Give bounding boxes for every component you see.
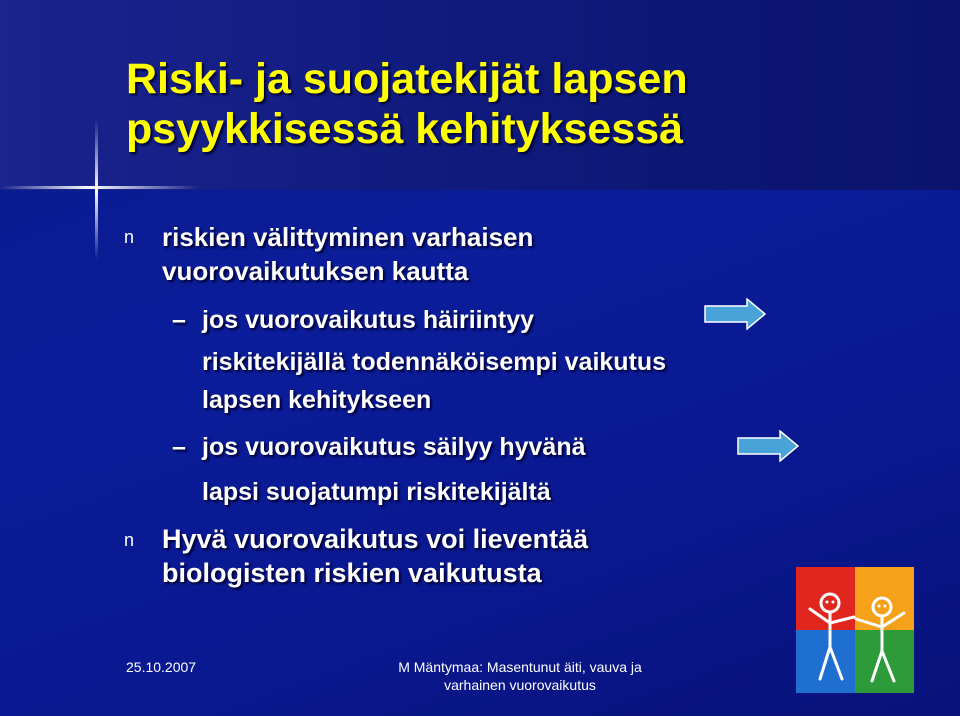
bullet-1-line-2: vuorovaikutuksen kautta bbox=[162, 256, 469, 286]
bullet-2 bbox=[162, 522, 588, 590]
decorative-horizontal-line bbox=[0, 186, 200, 189]
footer-author-line-1: M Mäntymaa: Masentunut äiti, vauva ja bbox=[398, 659, 642, 675]
right-arrow-icon bbox=[703, 298, 767, 330]
footer-author-line-2: varhainen vuorovaikutus bbox=[444, 677, 596, 693]
bullet-2-line-2: biologisten riskien vaikutusta bbox=[162, 558, 542, 588]
bullet-marker-1: n bbox=[124, 227, 135, 247]
footer-date: 25.10.2007 bbox=[126, 659, 197, 675]
decorative-vertical-line bbox=[95, 120, 98, 260]
sub-bullet-2-continuation: lapsi suojatumpi riskitekijältä bbox=[202, 478, 551, 506]
title-line-2: psyykkisessä kehityksessä bbox=[126, 105, 684, 153]
children-logo bbox=[796, 567, 914, 693]
bullet-marker-2: n bbox=[124, 530, 135, 550]
slide-title bbox=[126, 54, 926, 154]
bullet-1 bbox=[162, 220, 533, 288]
title-line-1: Riski- ja suojatekijät lapsen bbox=[126, 55, 688, 103]
footer-author bbox=[390, 658, 650, 694]
sub-bullet-1-cont-line-1: riskitekijällä todennäköisempi vaikutus bbox=[202, 348, 667, 376]
sub-bullet-1: jos vuorovaikutus häiriintyy bbox=[202, 306, 535, 334]
bullet-2-line-1: Hyvä vuorovaikutus voi lieventää bbox=[162, 524, 589, 554]
sub-bullet-1-continuation bbox=[202, 343, 666, 419]
dash-marker-2: – bbox=[172, 433, 186, 461]
bullet-1-line-1: riskien välittyminen varhaisen bbox=[162, 222, 534, 252]
sub-bullet-1-cont-line-2: lapsen kehitykseen bbox=[202, 386, 432, 414]
sub-bullet-2: jos vuorovaikutus säilyy hyvänä bbox=[202, 433, 586, 461]
right-arrow-icon bbox=[736, 430, 800, 462]
dash-marker-1: – bbox=[172, 306, 186, 334]
